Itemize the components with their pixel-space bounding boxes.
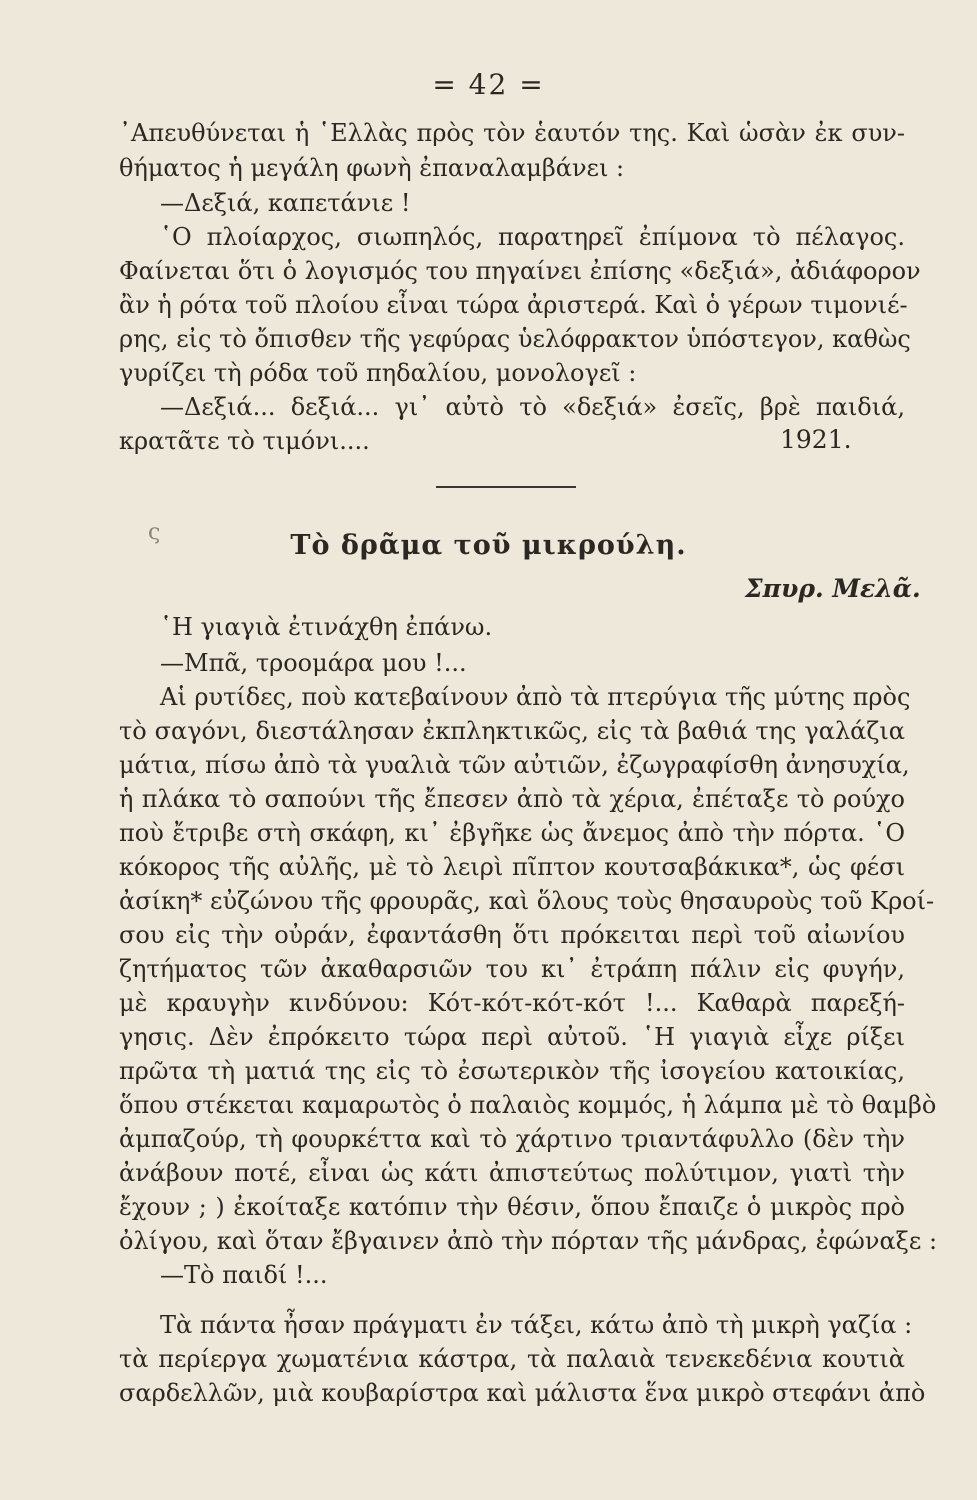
- text-line: ὅπου στέκεται καμαρωτὸς ὁ παλαιὸς κομμός, ἡ λάμπα μὲ τὸ θαμβὸ: [119, 1091, 937, 1119]
- text-line: πρῶτα τὴ ματιά της εἰς τὸ ἐσωτερικὸν τῆς ἰσογείου κατοικίας,: [119, 1057, 905, 1085]
- text-line: ἔχουν ; ) ἐκοίταξε κατόπιν τὴν θέσιν, ὅπου ἔπαιζε ὁ μικρὸς πρὸ: [119, 1193, 905, 1221]
- text-line: ᾿Απευθύνεται ἡ ῾Ελλὰς πρὸς τὸν ἑαυτόν της. Καὶ ὡσὰν ἐκ συν-: [119, 119, 905, 147]
- text-line: τὸ σαγόνι, διεστάλησαν ἐκπληκτικῶς, εἰς τὰ βαθιά της γαλάζια: [119, 717, 905, 745]
- text-line: ζητήματος τῶν ἀκαθαρσιῶν του κι᾿ ἐτράπη πάλιν εἰς φυγήν,: [119, 955, 905, 983]
- text-line: ἂν ἡ ρότα τοῦ πλοίου εἶναι τώρα ἀριστερά. Καὶ ὁ γέρων τιμονιέ-: [119, 291, 908, 319]
- text-line: κρατᾶτε τὸ τιμόνι....: [119, 427, 370, 455]
- text-line: —Δεξιά... δεξιά... γι᾿ αὐτὸ τὸ «δεξιά» ἐσεῖς, βρὲ παιδιά,: [160, 393, 905, 421]
- text-line: ῾Η γιαγιὰ ἐτινάχθη ἐπάνω.: [160, 613, 493, 641]
- text-line: ποὺ ἔτριβε στὴ σκάφη, κι᾿ ἐβγῆκε ὡς ἄνεμος ἀπὸ τὴν πόρτα. ῾Ο: [119, 819, 905, 847]
- text-line: ἀμπαζούρ, τὴ φουρκέττα καὶ τὸ χάρτινο τριαντάφυλλο (δὲν τὴν: [119, 1125, 905, 1153]
- text-line: μὲ κραυγὴν κινδύνου: Κότ-κότ-κότ-κότ !... Καθαρὰ παρεξή-: [119, 989, 905, 1017]
- text-line: ἀνάβουν ποτέ, εἶναι ὡς κάτι ἀπιστεύτως πολύτιμον, γιατὶ τὴν: [119, 1159, 905, 1187]
- text-line: θήματος ἡ μεγάλη φωνὴ ἐπαναλαμβάνει :: [119, 154, 625, 182]
- text-line: Τὰ πάντα ἦσαν πράγματι ἐν τάξει, κάτω ἀπὸ τὴ μικρὴ γαζία :: [160, 1311, 913, 1339]
- author-name: Σπυρ. Μελᾶ.: [745, 574, 921, 603]
- text-line: —Δεξιά, καπετάνιε !: [160, 189, 411, 217]
- text-line: ῾Ο πλοίαρχος, σιωπηλός, παρατηρεῖ ἐπίμονα τὸ πέλαγος.: [160, 223, 905, 251]
- text-line: σου εἰς τὴν οὐράν, ἐφαντάσθη ὅτι πρόκειται περὶ τοῦ αἰωνίου: [119, 921, 905, 949]
- text-line: ἀσίκη* εὐζώνου τῆς φρουρᾶς, καὶ ὅλους τοὺς θησαυροὺς τοῦ Κροί-: [119, 887, 935, 915]
- text-line: κόκορος τῆς αὐλῆς, μὲ τὸ λειρὶ πῖπτον κουτσαβάκικα*, ὡς φέσι: [119, 853, 905, 881]
- text-line: Αἱ ρυτίδες, ποὺ κατεβαίνουν ἀπὸ τὰ πτερύγια τῆς μύτης πρὸς: [160, 683, 911, 711]
- story-title: Τὸ δρᾶμα τοῦ μικρούλη.: [290, 530, 687, 561]
- date-signature: 1921.: [780, 425, 852, 454]
- margin-mark: ς: [148, 520, 161, 545]
- text-line: ρης, εἰς τὸ ὄπισθεν τῆς γεφύρας ὑελόφρακτον ὑπόστεγον, καθὼς: [119, 325, 911, 353]
- section-divider: [436, 486, 576, 488]
- text-line: Φαίνεται ὅτι ὁ λογισμός του πηγαίνει ἐπίσης «δεξιά», ἀδιάφορον: [119, 257, 921, 285]
- text-line: τὰ περίεργα χωματένια κάστρα, τὰ παλαιὰ τενεκεδένια κουτιὰ: [119, 1345, 905, 1373]
- text-line: γησις. Δὲν ἐπρόκειτο τώρα περὶ αὐτοῦ. ῾Η γιαγιὰ εἶχε ρίξει: [119, 1023, 905, 1051]
- text-line: —Μπᾶ, τροομάρα μου !...: [160, 649, 467, 677]
- text-line: —Τὸ παιδί !...: [160, 1261, 328, 1289]
- page-number: = 42 =: [432, 68, 545, 101]
- text-line: γυρίζει τὴ ρόδα τοῦ πηδαλίου, μονολογεῖ :: [119, 359, 637, 387]
- text-line: μάτια, πίσω ἀπὸ τὰ γυαλιὰ τῶν αὐτιῶν, ἐζωγραφίσθη ἀνησυχία,: [119, 751, 910, 779]
- text-line: ἡ πλάκα τὸ σαπούνι τῆς ἔπεσεν ἀπὸ τὰ χέρια, ἐπέταξε τὸ ρούχο: [119, 785, 905, 813]
- text-line: σαρδελλῶν, μιὰ κουβαρίστρα καὶ μάλιστα ἕνα μικρὸ στεφάνι ἀπὸ: [119, 1379, 926, 1407]
- text-line: ὀλίγου, καὶ ὅταν ἔβγαινεν ἀπὸ τὴν πόρταν τῆς μάνδρας, ἐφώναξε :: [119, 1227, 938, 1255]
